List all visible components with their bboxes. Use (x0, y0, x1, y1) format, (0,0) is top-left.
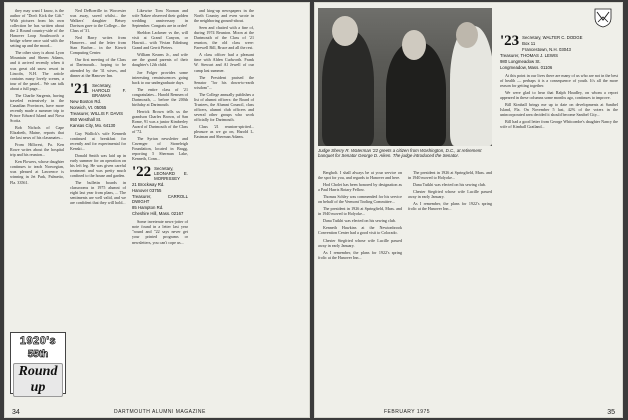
paragraph: they may want I know, is the author of "Don't Kick the Gift." With pictures from his own collection he has written about the 2 Round country-side of the Hanover Loop Southworth a bridge where once said with the setting up and the mood... (10, 8, 64, 49)
paragraph: The Syrian newsletter and Cavenger of Stoneleigh Foundation, located in Bragg, reporting 5 Sherman Lake, Kenneth, Conn... (132, 136, 188, 162)
paragraph: The bulletin boards in classrooms in 1975 alumni of eight last year from plans, ... The sentiments are well valid, and we are confident that they will hold... (70, 180, 126, 206)
address-line: Norwich, Vt. 05055 (70, 104, 107, 110)
paragraph: Hod Cholet has been honored by designation as a Paul Harris Rotary Fellow. (318, 182, 402, 193)
class-treasurer: Treasurer, THOMAS J. LEWIS (500, 53, 559, 58)
class-secretary: Secretary, LEONARD E. MORRISSEY (154, 166, 188, 182)
paragraph: The President praised the Senator "for his down-to-earth wisdom"... (194, 74, 254, 90)
address-line: New Boston Rd. (70, 98, 102, 104)
class-treasurer: Treasurer, CARROLL DWIGHT (132, 194, 188, 205)
photo-face-center (402, 30, 426, 60)
address-line: 980 Longmeadow St. (500, 59, 541, 64)
paragraph: As I remember, the plans for 1922's spring frolic at the Hanover Inn... (408, 201, 492, 212)
paragraph: Bob Nichols of Cape Elizabeth, Maine, reports that the last news of his classmates... (10, 125, 64, 141)
paragraph: A class officer had a pleasant time with Alden Cudworth. Frank W. Stewart and Al Jewell of our camp last summer. (194, 52, 254, 73)
roundup-graphic (10, 332, 66, 394)
right-column-3 (500, 30, 618, 410)
address-line: Longmeadow, Mass. 01106 (500, 65, 553, 70)
left-column-4 (194, 8, 254, 404)
paragraph: Thomas Schley was commended for his service on behalf of the Vermont Tooling Committee... (318, 194, 402, 205)
magazine-footer: DARTMOUTH ALUMNI MAGAZINE (114, 409, 206, 415)
paragraph: Chester Siegfried whose wife Lucille passed away in early January. (408, 189, 492, 200)
right-column-1 (318, 170, 402, 410)
paragraph: Some inveterate news-jotter of note found in a letter last year "round and "22 says never get your printed programs or newsletters, you can't cope us... (132, 219, 188, 245)
paragraph: Dana Tutkhi was elected on his sewing club. (323, 218, 396, 224)
paragraph: Herrick Brown tells us the grandson Charles Brown, of San Rome, 91 was a junior Kimberley Award of Dartmouth of the Class of '72. (132, 108, 188, 135)
paragraph: At this point in our lives there are many of us who are not in the best of health — perhaps it is a consequence of youth. It's all the more reason for getting together. (500, 73, 618, 89)
photo-figure-left (322, 30, 374, 146)
paragraph: Bill Kimball brings me up to date on developments at Sanibel Island, Fla. On November 5 last, 42% of the voters in the unincorporated area decided it should become Sanibel City... (500, 102, 618, 118)
paragraph: Ken Flowers, whose daughter continues to teach Norwegian, was pleased at Lawrence is winning in Jet Park, Palmetto, Fla. 33561. (10, 159, 64, 185)
paragraph: The president in 1926 at Springfield, Mass. and in 1940 moved to Holyoke... (408, 170, 492, 181)
class-year: '22 (132, 164, 152, 181)
photo-face-right (456, 22, 478, 48)
right-page (314, 2, 623, 418)
paragraph: The Charlie Sargents, having traveled extensively in the Canadian Provinces, have more recently made a summer trip to Prince Edward Island and Nova Scotia. (10, 92, 64, 123)
address-line: Cheshire Hill, Mass. 02167 (132, 211, 184, 217)
left-column-1 (10, 8, 64, 330)
issue-footer: FEBRUARY 1975 (384, 409, 431, 415)
photo-face-left (332, 16, 358, 46)
right-column-2 (408, 170, 492, 410)
left-page (4, 2, 310, 418)
dartmouth-crest-icon (594, 8, 612, 28)
paragraph: Seen and chatted with a fine of, during 1974 Reunion. Moon at the Dartmouth of the Class of '21 reunion, the old class were: Farewell Bill, Bruce and all the rest. (194, 25, 254, 51)
address-line: Kansas City, Mo. 64130 (70, 122, 116, 128)
paragraph: Bill had a good letter from George Whitcombe's daughter Nancy the wife of Kimball Gratland... (500, 119, 618, 130)
paragraph: William Kearns Jr., and wife are the grand parents of their daughter's 12th child. (132, 52, 188, 68)
class-21-header (70, 82, 126, 128)
paragraph: Joe Folger provides some interesting reminiscences going back to our undergraduate days. (132, 69, 188, 85)
paragraph: The entire class of '21 congratulates... Harold Remsen of Dartmouth, ... before the 200th birthday at Dartmouth. (132, 86, 188, 107)
paragraph: The president in 1926 at Springfield, Mass. and in 1940 moved to Holyoke... (318, 206, 402, 217)
photo-caption: Judge Sherry R. Waterman '22 greets a citizen from Washington, D.C., at retirement banquet for Senator George D. Aiken. The judge introduced the Senator. (318, 148, 482, 159)
page-number: 34 (12, 409, 20, 416)
paragraph: As I remember, the plans for 1922's spring frolic at the Hanover Inn... (318, 249, 402, 260)
class-treasurer: Treasurer, WILLIS F. DAVIS (70, 110, 124, 116)
paragraph: Our first meeting of the Class at Dartmouth... hoping to be attended by the '31 wives, and dinner at the Hanover Inn. (70, 57, 126, 78)
class-year: '21 (70, 80, 90, 97)
paragraph: The other story is about Lyon Mountain and Sherm Adams, and it arrived recently when it was great old snow resort in Lincoln, N.H. The article contains many lovely scenes, a tour of the pastel... We can talk about a full page... (10, 50, 64, 91)
roundup-anniversary: 55th (27, 349, 49, 360)
class-year: '23 (500, 33, 520, 49)
class-secretary: Secretary, HAROLD F. BRAMAN (92, 82, 126, 98)
paragraph: From Hillcrest, Pa. Ken Rowe writes about the hospital trip and his reunion... (10, 142, 64, 158)
paragraph: Dana Tutkhi was elected on his sewing club. (413, 182, 486, 188)
page-number: 35 (607, 409, 615, 416)
paragraph: Sheldon Lackmer vs the, will visit at Grand Canyon, or Hawaii... with Vivian Edinburg Grand and Gerrit Pieters. (132, 30, 188, 51)
left-column-3 (132, 8, 188, 404)
address-line: Francestown, N.H. 03043 (522, 47, 571, 52)
paragraph: Guy Wallick's wife Kenneth continued at breakfast for recently and for experimental for Kenski... (70, 130, 126, 151)
paragraph: Ned Barry writes from Hanover... and the letter from Stan Bucher... in the Kiewit Computing Center. (70, 35, 126, 56)
class-22-header (132, 165, 188, 216)
paragraph: and king-up newspapers in the North Country and even wrote in the neighboring ground-about. (194, 8, 254, 24)
class-23-header (500, 34, 618, 70)
roundup-word: Round up (13, 363, 63, 397)
paragraph: Kenneth Hawkins at the Newtonbrook Convention Center had a good visit to Colorado. (318, 225, 402, 236)
address-line: 950 Westhall St. (70, 116, 102, 122)
paragraph: Ned DeBoerille in Worcester was away, saved whilst... the Walkers' daughter Betsey Davison gave to the College... the Class of '31. (70, 8, 126, 34)
address-line: 85 Hampton Rd. (132, 205, 164, 211)
paragraph: Donald Smith was laid up in early summer for an operation on his left leg. He was given careful treatment and was pretty much confined to the house and garden. (70, 152, 126, 178)
class-secretary: Secretary, WALTER C. DODGE (522, 35, 583, 40)
left-column-2 (70, 8, 126, 404)
address-line: Hanover 03755 (132, 188, 162, 194)
address-line: 21 Brockway Rd. (132, 182, 165, 188)
paragraph: We were glad to hear that Ralph Hoadley, on whom a report appeared in these columns some months ago, continues to improve. (500, 90, 618, 101)
paragraph: Chester Siegfried whose wife Lucille passed away in early January. (318, 237, 402, 248)
paragraph: The College annually publishes a list of alumni officers: the Board of Trustees, the Alumni Council, class officers, alumni club officers and several other groups who work officially for Dartmouth. (194, 91, 254, 122)
address-line: Box 11 (522, 41, 536, 46)
paragraph: Class '21 reunion-spirited... pleasure as we go on, Harold L. Eastman and Sherman Adams. (194, 123, 254, 140)
paragraph: Likewise Tom Noonan and wife Nakee observed their golden wedding anniversary in September. Congrats are in order! (132, 8, 188, 29)
roundup-years: 1920's (19, 335, 57, 347)
banquet-photo (318, 8, 492, 146)
paragraph: Bergholt. I shall always be at your service on the spot for you, and regards to Hanover and here. (318, 170, 402, 181)
